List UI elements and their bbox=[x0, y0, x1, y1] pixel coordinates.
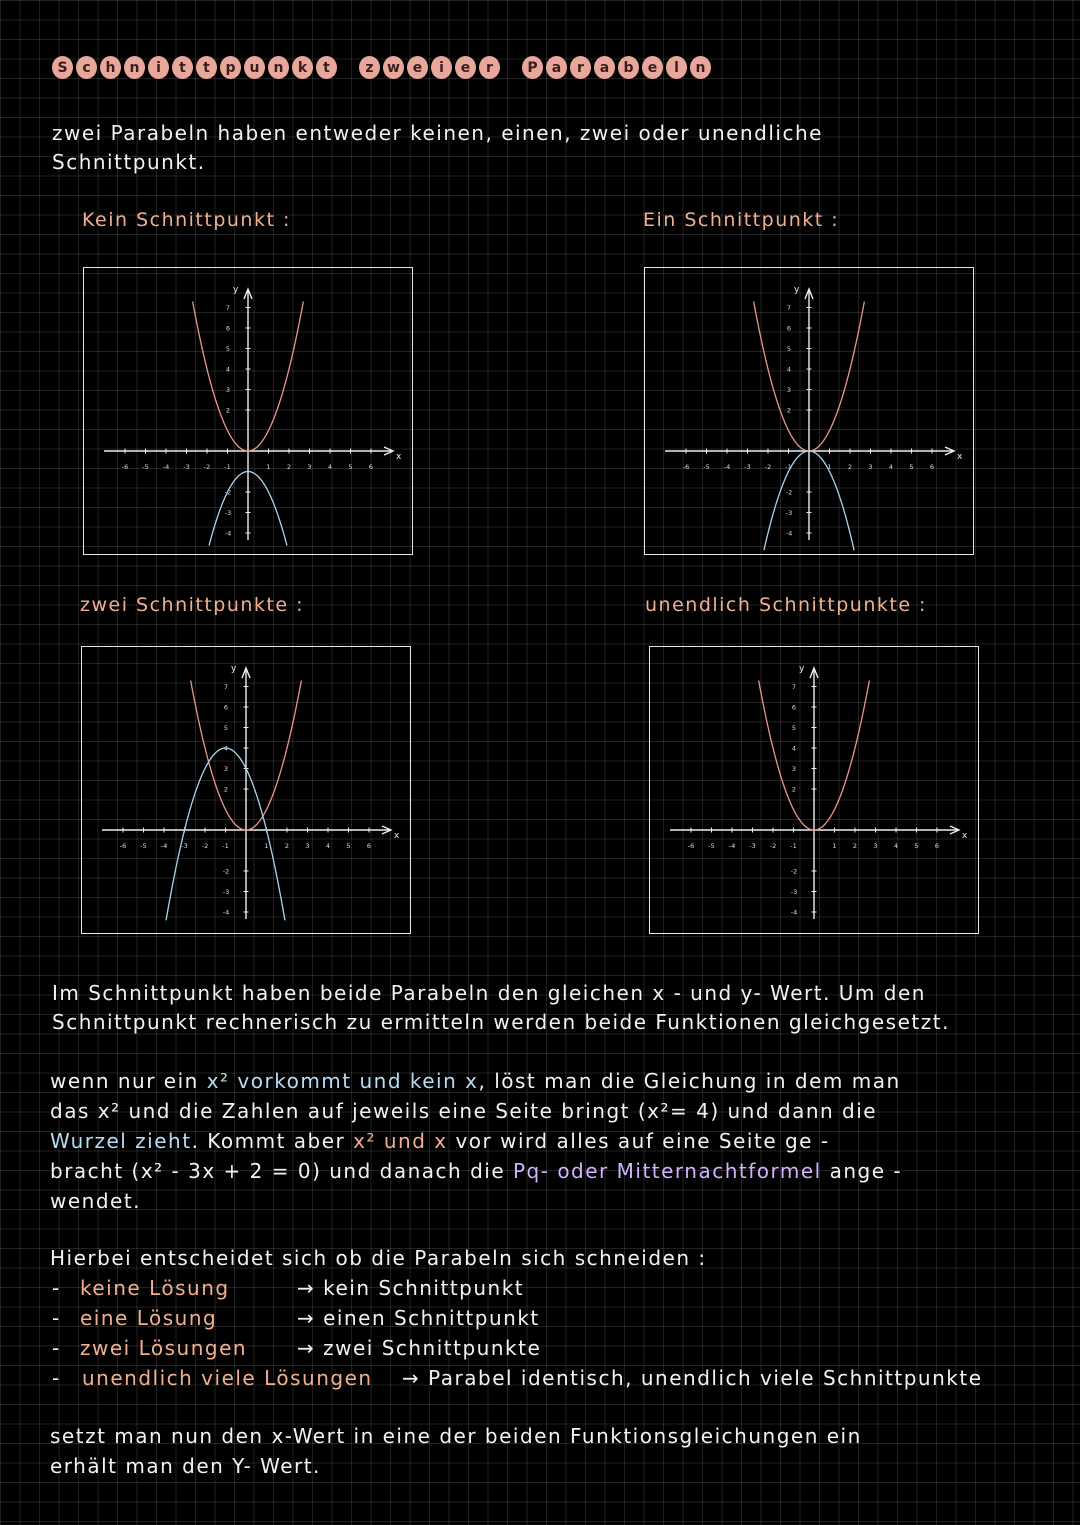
y-tick-label: -3 bbox=[790, 888, 798, 896]
x-tick-label: -1 bbox=[790, 842, 797, 850]
x-tick-label: -6 bbox=[687, 842, 695, 850]
list-result: → einen Schnittpunkt bbox=[297, 1306, 540, 1330]
title-letter: t bbox=[172, 56, 193, 79]
para2-line-5: wendet. bbox=[50, 1189, 142, 1213]
title-letter: u bbox=[244, 56, 265, 79]
x-tick-label: -1 bbox=[222, 842, 229, 850]
x-axis-label: x bbox=[394, 831, 400, 841]
title-letter: n bbox=[690, 56, 711, 79]
x-tick-label: -5 bbox=[708, 842, 715, 850]
para2-line-2: das x² und die Zahlen auf jeweils eine Seite bringt (x²= 4) und dann die bbox=[50, 1099, 878, 1123]
x-tick-label: 1 bbox=[832, 842, 837, 850]
para2-l4-a: bracht (x² - 3x + 2 = 0) und danach die bbox=[50, 1159, 513, 1183]
graph-label-two: zwei Schnittpunkte : bbox=[80, 594, 305, 616]
x-tick-label: -5 bbox=[142, 463, 149, 471]
graph-label-none: Kein Schnittpunkt : bbox=[82, 209, 291, 231]
x-tick-label: -2 bbox=[201, 842, 209, 850]
list-condition: keine Lösung bbox=[80, 1276, 230, 1300]
y-tick-label: 4 bbox=[223, 744, 229, 753]
y-tick-label: -3 bbox=[222, 888, 230, 896]
para4-line-1: setzt man nun den x-Wert in eine der beiden Funktionsgleichungen ein bbox=[50, 1424, 862, 1448]
title-letter: k bbox=[292, 56, 313, 79]
title-letter: c bbox=[76, 56, 97, 79]
title-letter: a bbox=[546, 56, 567, 79]
y-tick-label: 2 bbox=[225, 406, 231, 415]
y-tick-label: 7 bbox=[225, 304, 231, 312]
title-letter: z bbox=[359, 56, 380, 79]
x-tick-label: -5 bbox=[140, 842, 147, 850]
list-bullet: - bbox=[52, 1306, 61, 1330]
x-tick-label: 5 bbox=[346, 842, 351, 850]
y-tick-label: -3 bbox=[785, 509, 793, 517]
intro-line-2: Schnittpunkt. bbox=[52, 150, 206, 174]
page-title bbox=[52, 56, 711, 79]
title-letter: l bbox=[666, 56, 687, 79]
x-tick-label: -6 bbox=[682, 463, 690, 471]
x-tick-label: 1 bbox=[266, 463, 271, 471]
graph-infinite-intersections bbox=[649, 646, 979, 934]
x-tick-label: 4 bbox=[327, 463, 333, 471]
title-word-1 bbox=[52, 56, 337, 79]
list-condition: zwei Lösungen bbox=[80, 1336, 248, 1360]
title-letter: a bbox=[594, 56, 615, 79]
y-tick-label: 5 bbox=[225, 345, 231, 353]
list-bullet: - bbox=[52, 1276, 61, 1300]
y-tick-label: 2 bbox=[791, 785, 797, 794]
x-tick-label: 5 bbox=[348, 463, 353, 471]
title-letter: h bbox=[100, 56, 121, 79]
x-tick-label: 1 bbox=[264, 842, 269, 850]
y-tick-label: 5 bbox=[786, 345, 792, 353]
list-result: → Parabel identisch, unendlich viele Schnittpunkte bbox=[402, 1366, 983, 1390]
title-letter: i bbox=[148, 56, 169, 79]
x-tick-label: 2 bbox=[852, 842, 858, 850]
title-letter: P bbox=[522, 56, 543, 79]
x-axis-label: x bbox=[957, 452, 963, 462]
x-tick-label: -4 bbox=[160, 842, 168, 850]
para2-l3-highlight-2: x² und x bbox=[353, 1129, 448, 1153]
x-tick-label: -2 bbox=[203, 463, 211, 471]
graph-svg bbox=[650, 647, 978, 933]
y-axis-label: y bbox=[799, 664, 805, 674]
para2-l3-b: vor wird alles auf eine Seite ge - bbox=[447, 1129, 830, 1153]
y-tick-label: -3 bbox=[224, 509, 232, 517]
title-letter: r bbox=[570, 56, 591, 79]
y-tick-label: -2 bbox=[224, 488, 232, 497]
y-tick-label: -2 bbox=[790, 867, 798, 876]
list-condition: unendlich viele Lösungen bbox=[82, 1366, 373, 1390]
y-tick-label: 5 bbox=[223, 724, 229, 732]
para4-line-2: erhält man den Y- Wert. bbox=[50, 1454, 321, 1478]
title-letter: w bbox=[383, 56, 404, 79]
x-tick-label: 4 bbox=[893, 842, 899, 850]
para2-line-4 bbox=[50, 1156, 902, 1186]
x-tick-label: 6 bbox=[929, 463, 935, 471]
x-tick-label: -2 bbox=[764, 463, 772, 471]
x-tick-label: -1 bbox=[785, 463, 792, 471]
para2-l3-highlight-1: Wurzel zieht bbox=[50, 1129, 192, 1153]
graph-two-intersections bbox=[81, 646, 411, 934]
y-tick-label: 2 bbox=[786, 406, 792, 415]
y-axis-label: y bbox=[794, 285, 800, 295]
list-bullet: - bbox=[52, 1366, 61, 1390]
x-tick-label: 3 bbox=[873, 842, 878, 850]
x-tick-label: 1 bbox=[827, 463, 832, 471]
x-axis-label: x bbox=[962, 831, 968, 841]
title-word-3 bbox=[522, 56, 711, 79]
list-bullet: - bbox=[52, 1336, 61, 1360]
y-tick-label: -4 bbox=[222, 908, 230, 917]
y-tick-label: -2 bbox=[222, 867, 230, 876]
para2-l1-b: , löst man die Gleichung in dem man bbox=[478, 1069, 901, 1093]
title-letter: i bbox=[431, 56, 452, 79]
list-condition: eine Lösung bbox=[80, 1306, 218, 1330]
y-axis-label: y bbox=[233, 285, 239, 295]
x-tick-label: 2 bbox=[286, 463, 292, 471]
x-tick-label: -2 bbox=[769, 842, 777, 850]
list-result: → kein Schnittpunkt bbox=[297, 1276, 525, 1300]
para2-l1-a: wenn nur ein bbox=[50, 1069, 207, 1093]
x-tick-label: -3 bbox=[749, 842, 756, 850]
x-axis-label: x bbox=[396, 452, 402, 462]
y-tick-label: 3 bbox=[791, 765, 797, 773]
x-tick-label: 4 bbox=[888, 463, 894, 471]
title-letter: n bbox=[268, 56, 289, 79]
list-result: → zwei Schnittpunkte bbox=[297, 1336, 542, 1360]
title-letter: e bbox=[642, 56, 663, 79]
para3-intro: Hierbei entscheidet sich ob die Parabeln sich schneiden : bbox=[50, 1246, 707, 1270]
x-tick-label: 2 bbox=[284, 842, 290, 850]
y-tick-label: 6 bbox=[791, 703, 797, 712]
y-tick-label: 2 bbox=[223, 785, 229, 794]
x-tick-label: 6 bbox=[368, 463, 374, 471]
title-letter: r bbox=[479, 56, 500, 79]
x-tick-label: -3 bbox=[181, 842, 188, 850]
y-tick-label: 6 bbox=[225, 324, 231, 333]
title-letter: t bbox=[196, 56, 217, 79]
x-tick-label: 3 bbox=[868, 463, 873, 471]
x-tick-label: -4 bbox=[728, 842, 736, 850]
title-letter: b bbox=[618, 56, 639, 79]
title-letter: n bbox=[124, 56, 145, 79]
y-tick-label: -4 bbox=[224, 529, 232, 538]
x-tick-label: -1 bbox=[224, 463, 231, 471]
graph-one-intersection bbox=[644, 267, 974, 555]
x-tick-label: -6 bbox=[119, 842, 127, 850]
para2-l1-highlight: x² vorkommt und kein x bbox=[206, 1069, 479, 1093]
x-tick-label: -3 bbox=[183, 463, 190, 471]
para1-line-1: Im Schnittpunkt haben beide Parabeln den gleichen x - und y- Wert. Um den bbox=[52, 981, 926, 1005]
para2-l4-b: ange - bbox=[821, 1159, 903, 1183]
x-tick-label: 5 bbox=[914, 842, 919, 850]
y-tick-label: 4 bbox=[791, 744, 797, 753]
x-tick-label: -4 bbox=[723, 463, 731, 471]
para2-l4-highlight: Pq- oder Mitternachtformel bbox=[512, 1159, 822, 1183]
y-tick-label: 3 bbox=[225, 386, 231, 394]
para2-line-3 bbox=[50, 1126, 830, 1156]
title-letter: e bbox=[455, 56, 476, 79]
graph-svg bbox=[645, 268, 973, 554]
y-tick-label: 7 bbox=[791, 683, 797, 691]
y-tick-label: -4 bbox=[785, 529, 793, 538]
para2-l3-a: . Kommt aber bbox=[191, 1129, 354, 1153]
y-tick-label: 4 bbox=[225, 365, 231, 374]
y-tick-label: 6 bbox=[223, 703, 229, 712]
y-tick-label: 7 bbox=[786, 304, 792, 312]
x-tick-label: 6 bbox=[934, 842, 940, 850]
title-letter: e bbox=[407, 56, 428, 79]
graph-label-infinite: unendlich Schnittpunkte : bbox=[645, 594, 927, 616]
y-tick-label: 7 bbox=[223, 683, 229, 691]
x-tick-label: -3 bbox=[744, 463, 751, 471]
y-tick-label: 3 bbox=[786, 386, 792, 394]
x-tick-label: -5 bbox=[703, 463, 710, 471]
intro-line-1: zwei Parabeln haben entweder keinen, einen, zwei oder unendliche bbox=[52, 121, 823, 145]
title-letter: p bbox=[220, 56, 241, 79]
x-tick-label: 4 bbox=[325, 842, 331, 850]
para2-line-1 bbox=[50, 1066, 901, 1096]
graph-svg bbox=[84, 268, 412, 554]
x-tick-label: 3 bbox=[305, 842, 310, 850]
x-tick-label: 5 bbox=[909, 463, 914, 471]
title-word-2 bbox=[359, 56, 500, 79]
x-tick-label: -4 bbox=[162, 463, 170, 471]
title-letter: S bbox=[52, 56, 73, 79]
y-tick-label: 5 bbox=[791, 724, 797, 732]
y-tick-label: 3 bbox=[223, 765, 229, 773]
y-tick-label: -2 bbox=[785, 488, 793, 497]
title-letter: t bbox=[316, 56, 337, 79]
graph-label-one: Ein Schnittpunkt : bbox=[643, 209, 840, 231]
x-tick-label: 2 bbox=[847, 463, 853, 471]
graph-svg bbox=[82, 647, 410, 933]
y-tick-label: -4 bbox=[790, 908, 798, 917]
graph-no-intersection bbox=[83, 267, 413, 555]
y-tick-label: 4 bbox=[786, 365, 792, 374]
x-tick-label: -6 bbox=[121, 463, 129, 471]
x-tick-label: 6 bbox=[366, 842, 372, 850]
para1-line-2: Schnittpunkt rechnerisch zu ermitteln werden beide Funktionen gleichgesetzt. bbox=[52, 1010, 950, 1034]
y-axis-label: y bbox=[231, 664, 237, 674]
y-tick-label: 6 bbox=[786, 324, 792, 333]
x-tick-label: 3 bbox=[307, 463, 312, 471]
